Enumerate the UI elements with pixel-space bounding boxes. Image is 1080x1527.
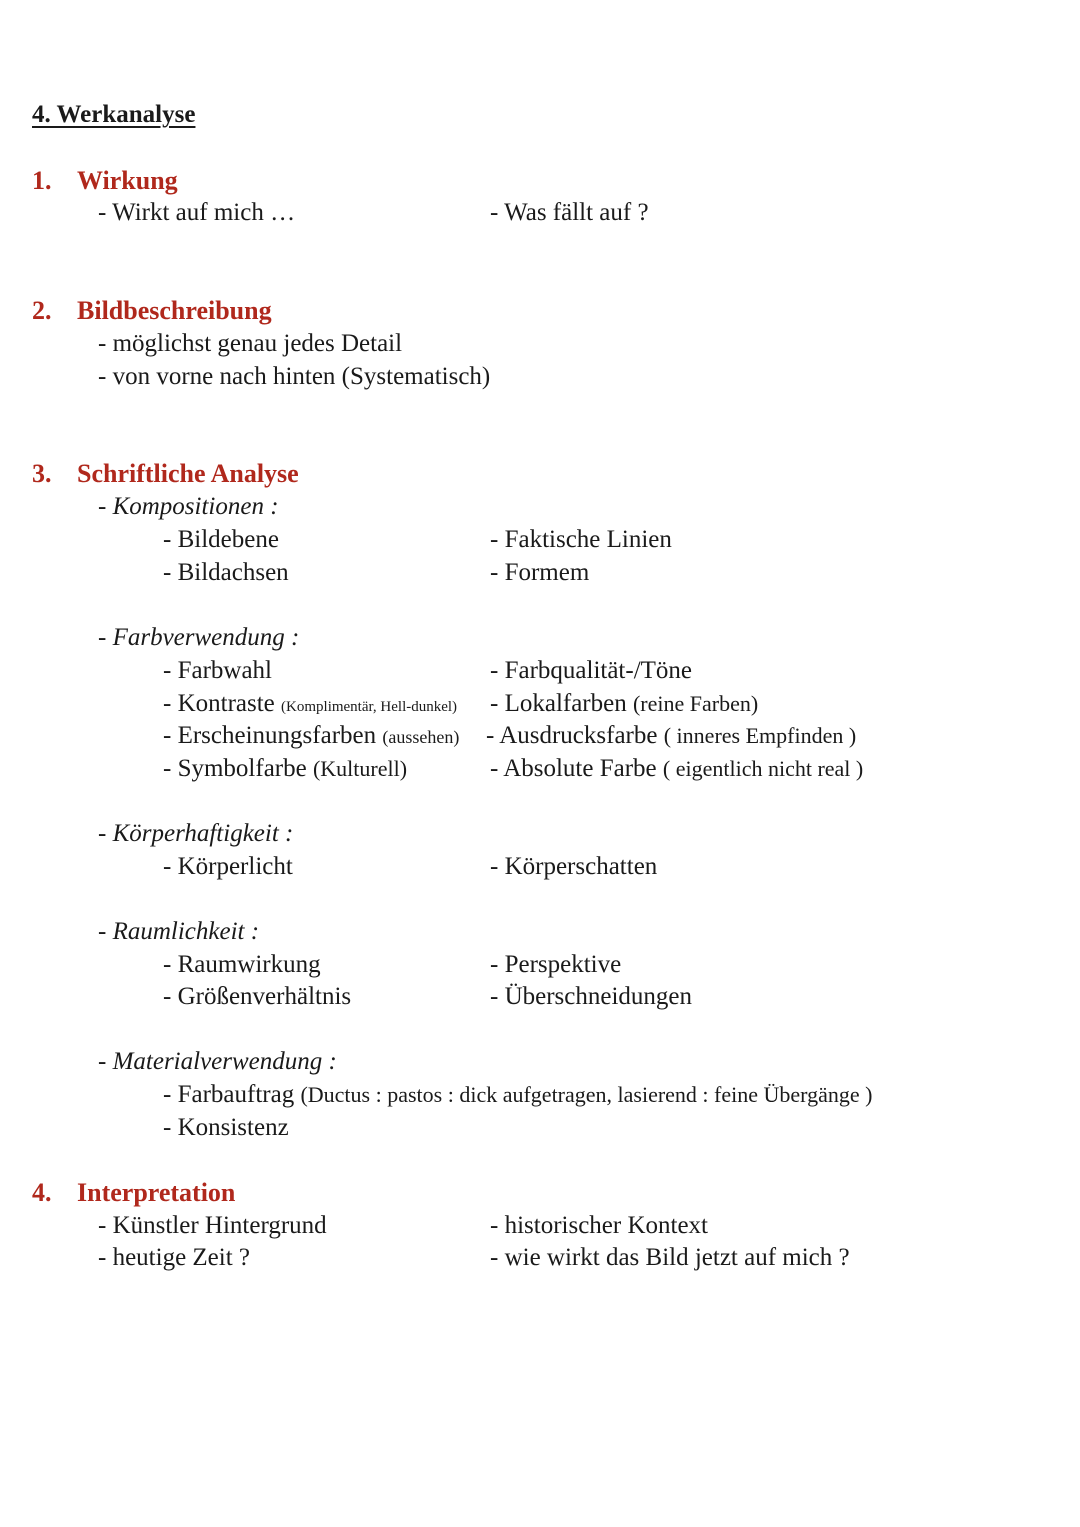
lokalfarben-note: (reine Farben) [632, 691, 759, 716]
absolute-farbe-note: ( eigentlich nicht real ) [662, 756, 864, 781]
koerperhaftigkeit-label: - Körperhaftigkeit : [98, 820, 294, 847]
kompositionen-label: - Kompositionen : [98, 493, 279, 520]
section-3-heading: Schriftliche Analyse [77, 459, 299, 488]
symbolfarbe: - Symbolfarbe [163, 755, 307, 782]
symbolfarbe-line [163, 754, 407, 784]
bildbeschreibung-line-1: - möglichst genau jedes Detail [98, 330, 403, 357]
koerperhaftigkeit-item: - Körperschatten [490, 853, 658, 880]
raumlichkeit-item: - Perspektive [490, 951, 622, 978]
ausdrucksfarbe: - Ausdrucksfarbe [486, 722, 658, 749]
farbauftrag-line [163, 1080, 872, 1110]
lokalfarben: - Lokalfarben [490, 690, 627, 717]
farbauftrag-note: (Ductus : pastos : dick aufgetragen, lasierend : feine Übergänge ) [300, 1082, 873, 1107]
absolute-farbe-line [490, 754, 863, 784]
farbwahl: - Farbwahl [163, 657, 272, 684]
section-1-heading: Wirkung [77, 166, 178, 195]
kontraste-note: (Komplimentär, Hell-dunkel) [281, 699, 458, 715]
raumlichkeit-item: - Größenverhältnis [163, 983, 352, 1010]
interpretation-line: - heutige Zeit ? [98, 1244, 251, 1271]
page-title: 4. Werkanalyse [32, 101, 196, 128]
ausdrucksfarbe-line [486, 721, 856, 751]
interpretation-line: - wie wirkt das Bild jetzt auf mich ? [490, 1244, 850, 1271]
kompositionen-item: - Faktische Linien [490, 526, 672, 553]
erscheinungsfarben: - Erscheinungsfarben [163, 722, 377, 749]
kontraste: - Kontraste [163, 690, 275, 717]
kompositionen-item: - Bildachsen [163, 559, 289, 586]
section-2-heading: Bildbeschreibung [77, 296, 272, 325]
koerperhaftigkeit-item: - Körperlicht [163, 853, 293, 880]
section-1-number: 1. [32, 166, 52, 195]
section-2-number: 2. [32, 296, 52, 325]
wirkung-line-2: - Was fällt auf ? [490, 199, 649, 226]
erscheinungsfarben-note: (aussehen) [382, 727, 460, 747]
konsistenz: - Konsistenz [163, 1114, 289, 1141]
raumlichkeit-label: - Raumlichkeit : [98, 918, 260, 945]
section-4-number: 4. [32, 1178, 52, 1207]
kompositionen-item: - Formem [490, 559, 590, 586]
materialverwendung-label: - Materialverwendung : [98, 1048, 337, 1075]
farbqualitaet: - Farbqualität-/Töne [490, 657, 693, 684]
raumlichkeit-item: - Überschneidungen [490, 983, 693, 1010]
farbverwendung-label: - Farbverwendung : [98, 624, 300, 651]
section-4-heading: Interpretation [77, 1178, 236, 1207]
interpretation-line: - Künstler Hintergrund [98, 1212, 327, 1239]
farbauftrag: - Farbauftrag [163, 1081, 295, 1108]
lokalfarben-line [490, 689, 758, 719]
raumlichkeit-item: - Raumwirkung [163, 951, 321, 978]
bildbeschreibung-line-2: - von vorne nach hinten (Systematisch) [98, 363, 491, 390]
erscheinungsfarben-line [163, 721, 459, 752]
interpretation-line: - historischer Kontext [490, 1212, 709, 1239]
ausdrucksfarbe-note: ( inneres Empfinden ) [663, 723, 857, 748]
kontraste-line [163, 689, 457, 722]
section-3-number: 3. [32, 459, 52, 488]
kompositionen-item: - Bildebene [163, 526, 279, 553]
wirkung-line-1: - Wirkt auf mich … [98, 199, 296, 226]
symbolfarbe-note: (Kulturell) [312, 756, 408, 781]
absolute-farbe: - Absolute Farbe [490, 755, 657, 782]
